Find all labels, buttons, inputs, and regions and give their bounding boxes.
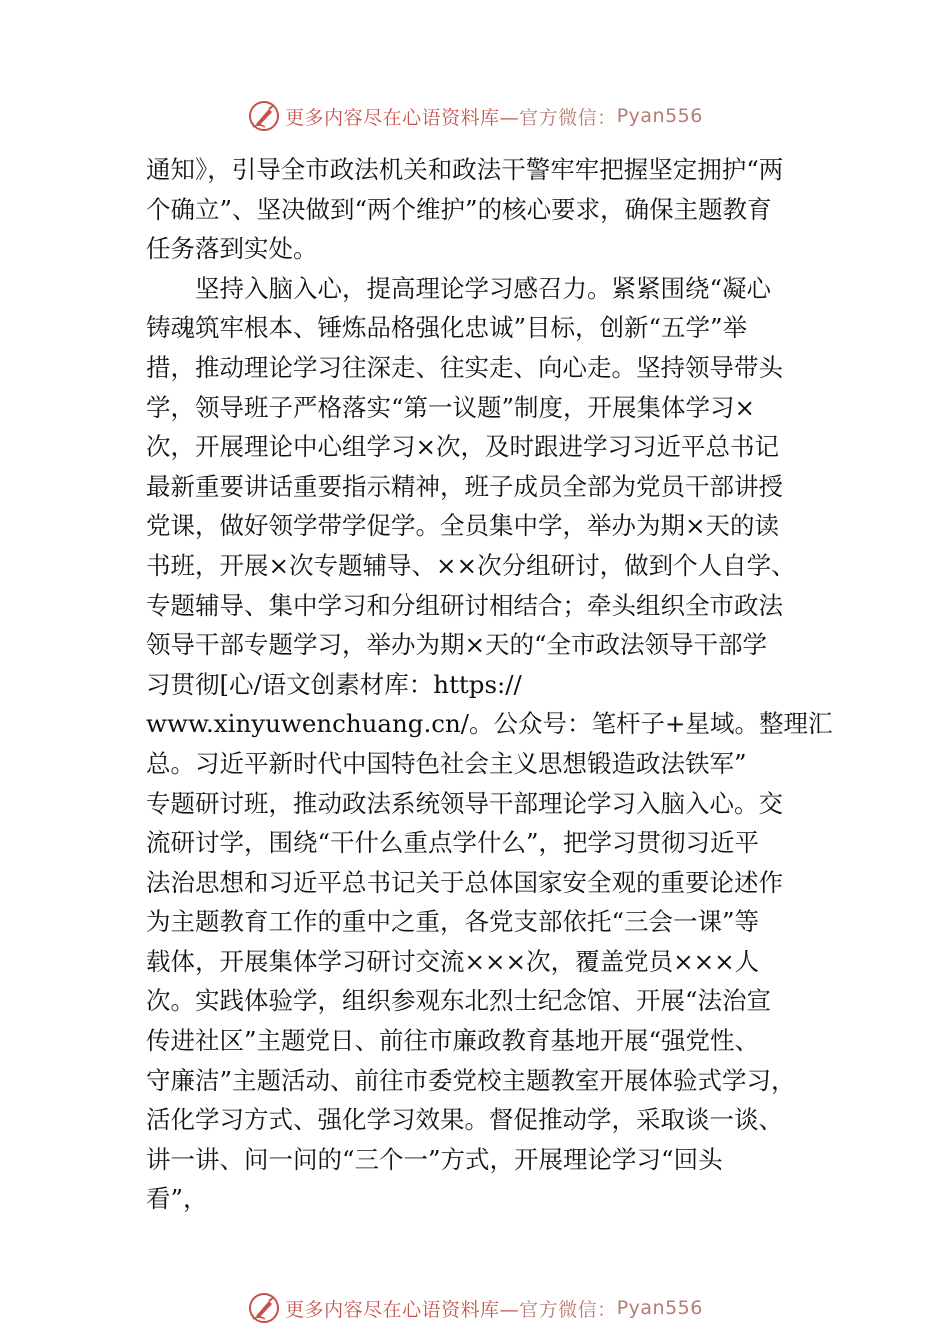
- text-line: 专题研讨班，推动政法系统领导干部理论学习入脑入心。交: [146, 788, 783, 818]
- text-line: 活化学习方式、强化学习效果。督促推动学，采取谈一谈、: [146, 1105, 783, 1135]
- text-line: 领导干部专题学习，举办为期×天的“全市政法领导干部学: [146, 630, 768, 660]
- text-line: 传进社区”主题党日、前往市廉政教育基地开展“强党性、: [146, 1026, 760, 1056]
- url-line: www.xinyuwenchuang.cn/。公众号：笔杆子+星域。整理汇: [146, 709, 833, 739]
- banner-text: 更多内容尽在心语资料库—: [285, 1298, 520, 1321]
- banner-text: 更多内容尽在心语资料库—: [285, 106, 520, 129]
- text-line: 措，推动理论学习往深走、往实走、向心走。坚持领导带头: [146, 352, 783, 382]
- text-line: 流研讨学，围绕“干什么重点学什么”，把学习贯彻习近平: [146, 828, 760, 858]
- quill-pen-logo-icon: [247, 1291, 281, 1325]
- banner-wechat-id: Pyan556: [616, 105, 703, 127]
- text-line: 总。习近平新时代中国特色社会主义思想锻造政法铁军”: [146, 748, 747, 778]
- document-body: [146, 150, 833, 1219]
- text-line: 个确立”、坚决做到“两个维护”的核心要求，确保主题教育: [146, 194, 772, 224]
- banner-wechat-id: Pyan556: [616, 1297, 703, 1319]
- text-line: 守廉洁”主题活动、前往市委党校主题教室开展体验式学习，: [146, 1065, 796, 1095]
- text-line: 次，开展理论中心组学习×次，及时跟进学习习近平总书记: [146, 432, 780, 462]
- text-line: 讲一讲、问一问的“三个一”方式，开展理论学习“回头: [146, 1144, 723, 1174]
- text-line: 书班，开展×次专题辅导、××次分组研讨，做到个人自学、: [146, 550, 796, 580]
- text-line: 通知》，引导全市政法机关和政法干警牢牢把握坚定拥护“两: [146, 155, 784, 184]
- text-line: 载体，开展集体学习研讨交流×××次，覆盖党员×××人: [146, 946, 760, 976]
- text-line: 任务落到实处。: [146, 234, 318, 264]
- text-line: 看”，: [146, 1184, 208, 1214]
- text-line: 习贯彻[心/语文创素材库：https://: [146, 669, 522, 699]
- text-line: 铸魂筑牢根本、锤炼品格强化忠诚”目标，创新“五学”举: [146, 313, 748, 343]
- text-line: 党课，做好领学带学促学。全员集中学，举办为期×天的读: [146, 511, 780, 541]
- paragraph-start-line: 坚持入脑入心，提高理论学习感召力。紧紧围绕“凝心: [146, 273, 772, 303]
- footer-watermark-banner: [0, 1288, 950, 1328]
- header-watermark-banner: [0, 96, 950, 136]
- text-line: 专题辅导、集中学习和分组研讨相结合；牵头组织全市政法: [146, 590, 783, 620]
- quill-pen-logo-icon: [247, 99, 281, 133]
- banner-wechat-label: 官方微信：: [519, 106, 617, 129]
- text-line: 次。实践体验学，组织参观东北烈士纪念馆、开展“法治宣: [146, 986, 772, 1016]
- banner-wechat-label: 官方微信：: [519, 1298, 617, 1321]
- text-line: 最新重要讲话重要指示精神，班子成员全部为党员干部讲授: [146, 471, 783, 501]
- text-line: 为主题教育工作的重中之重，各党支部依托“三会一课”等: [146, 907, 760, 937]
- text-line: 法治思想和习近平总书记关于总体国家安全观的重要论述作: [146, 867, 783, 897]
- text-line: 学，领导班子严格落实“第一议题”制度，开展集体学习×: [146, 392, 756, 422]
